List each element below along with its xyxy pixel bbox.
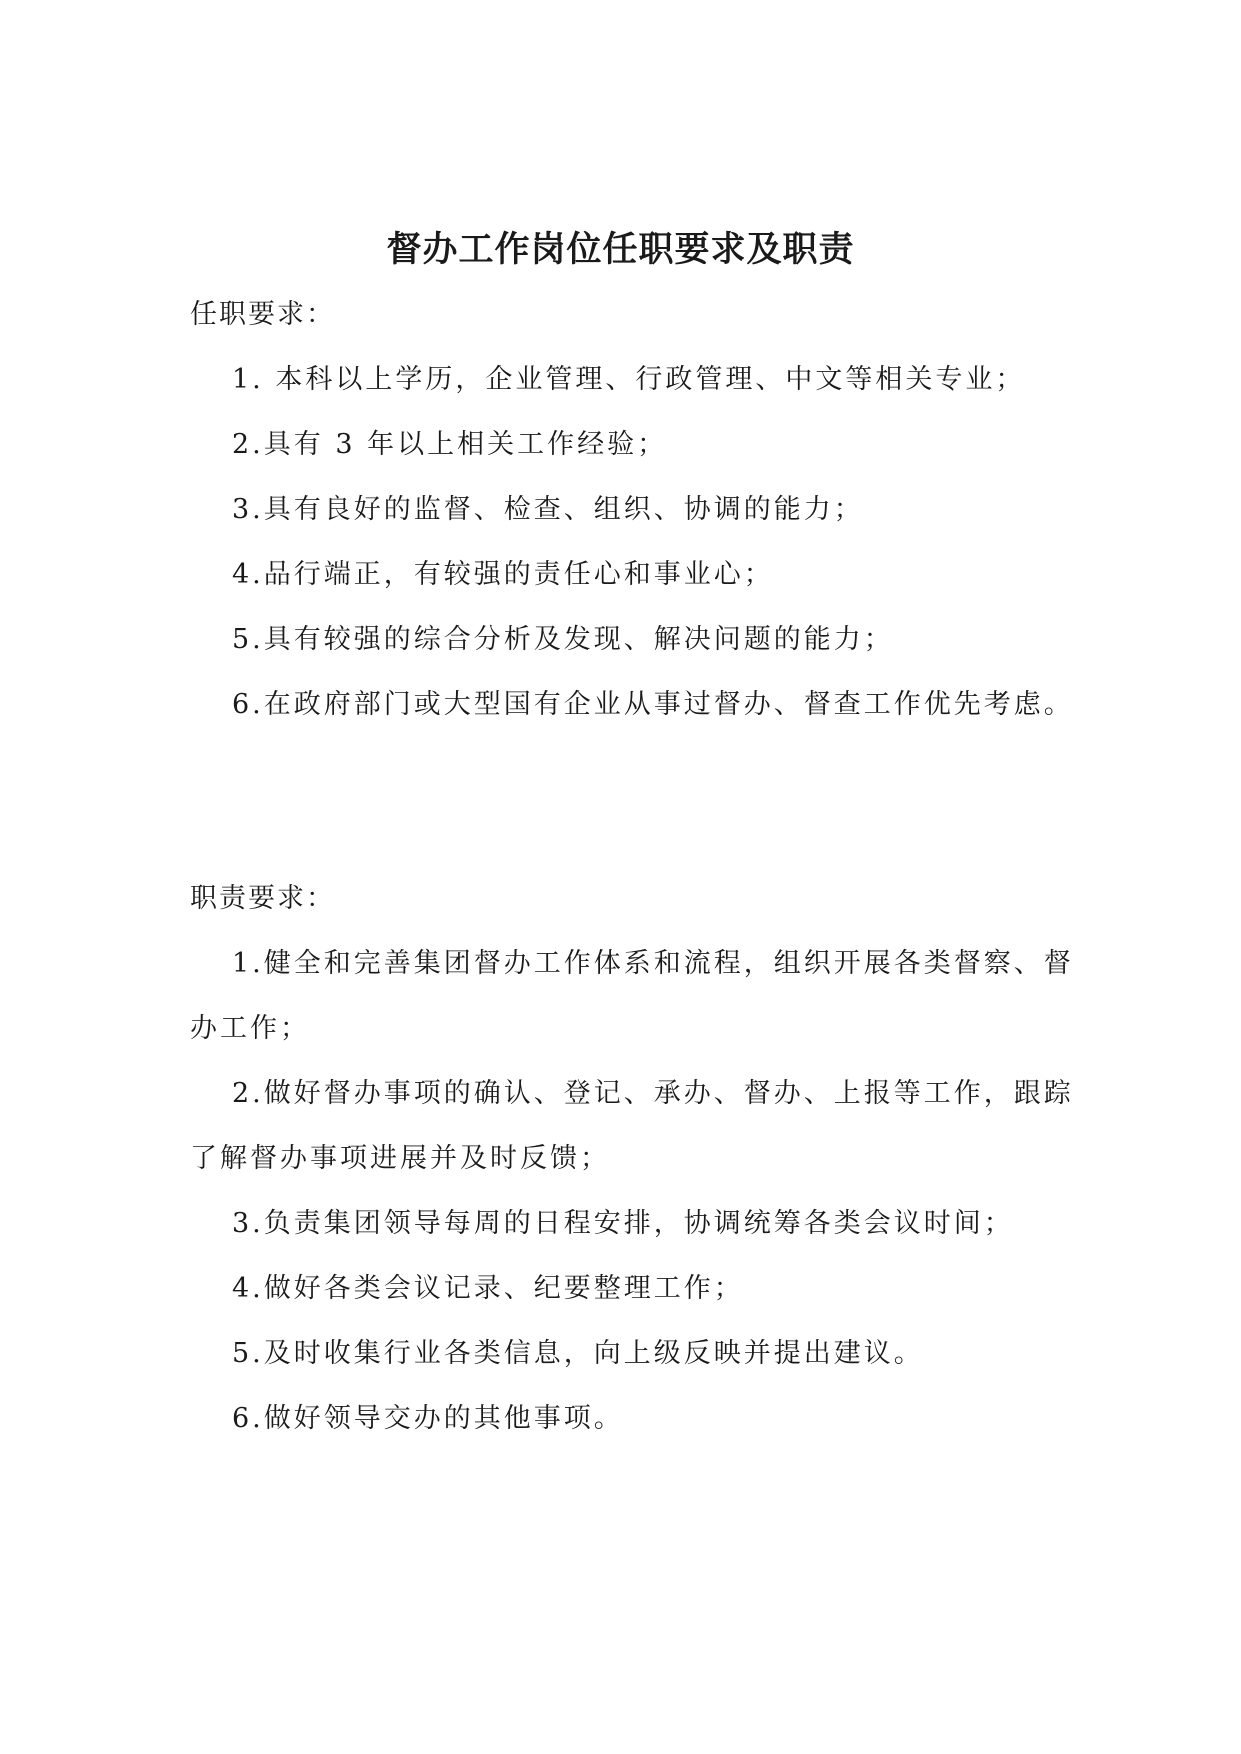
requirement-item: 4.品行端正，有较强的责任心和事业心； xyxy=(232,559,774,590)
requirement-item: 3.具有良好的监督、检查、组织、协调的能力； xyxy=(232,494,864,525)
duty-item: 6.做好领导交办的其他事项。 xyxy=(232,1403,624,1434)
document-title: 督办工作岗位任职要求及职责 xyxy=(386,229,855,270)
requirements-heading: 任职要求： xyxy=(190,299,335,330)
duties-section xyxy=(190,866,1090,1451)
duty-item: 1.健全和完善集团督办工作体系和流程，组织开展各类督察、督办工作； xyxy=(190,948,1074,1044)
requirements-section xyxy=(190,282,1090,737)
duties-heading: 职责要求： xyxy=(190,883,335,914)
duty-item: 3.负责集团领导每周的日程安排，协调统筹各类会议时间； xyxy=(232,1208,1014,1239)
duty-item: 5.及时收集行业各类信息，向上级反映并提出建议。 xyxy=(232,1338,924,1369)
requirement-item: 1. 本科以上学历，企业管理、行政管理、中文等相关专业； xyxy=(232,364,1026,395)
duty-item: 2.做好督办事项的确认、登记、承办、督办、上报等工作，跟踪了解督办事项进展并及时反馈； xyxy=(190,1078,1074,1174)
requirement-item: 2.具有 3 年以上相关工作经验； xyxy=(232,429,668,460)
duty-item: 4.做好各类会议记录、纪要整理工作； xyxy=(232,1273,744,1304)
requirement-item: 5.具有较强的综合分析及发现、解决问题的能力； xyxy=(232,624,894,655)
requirement-item: 6.在政府部门或大型国有企业从事过督办、督查工作优先考虑。 xyxy=(232,689,1074,720)
